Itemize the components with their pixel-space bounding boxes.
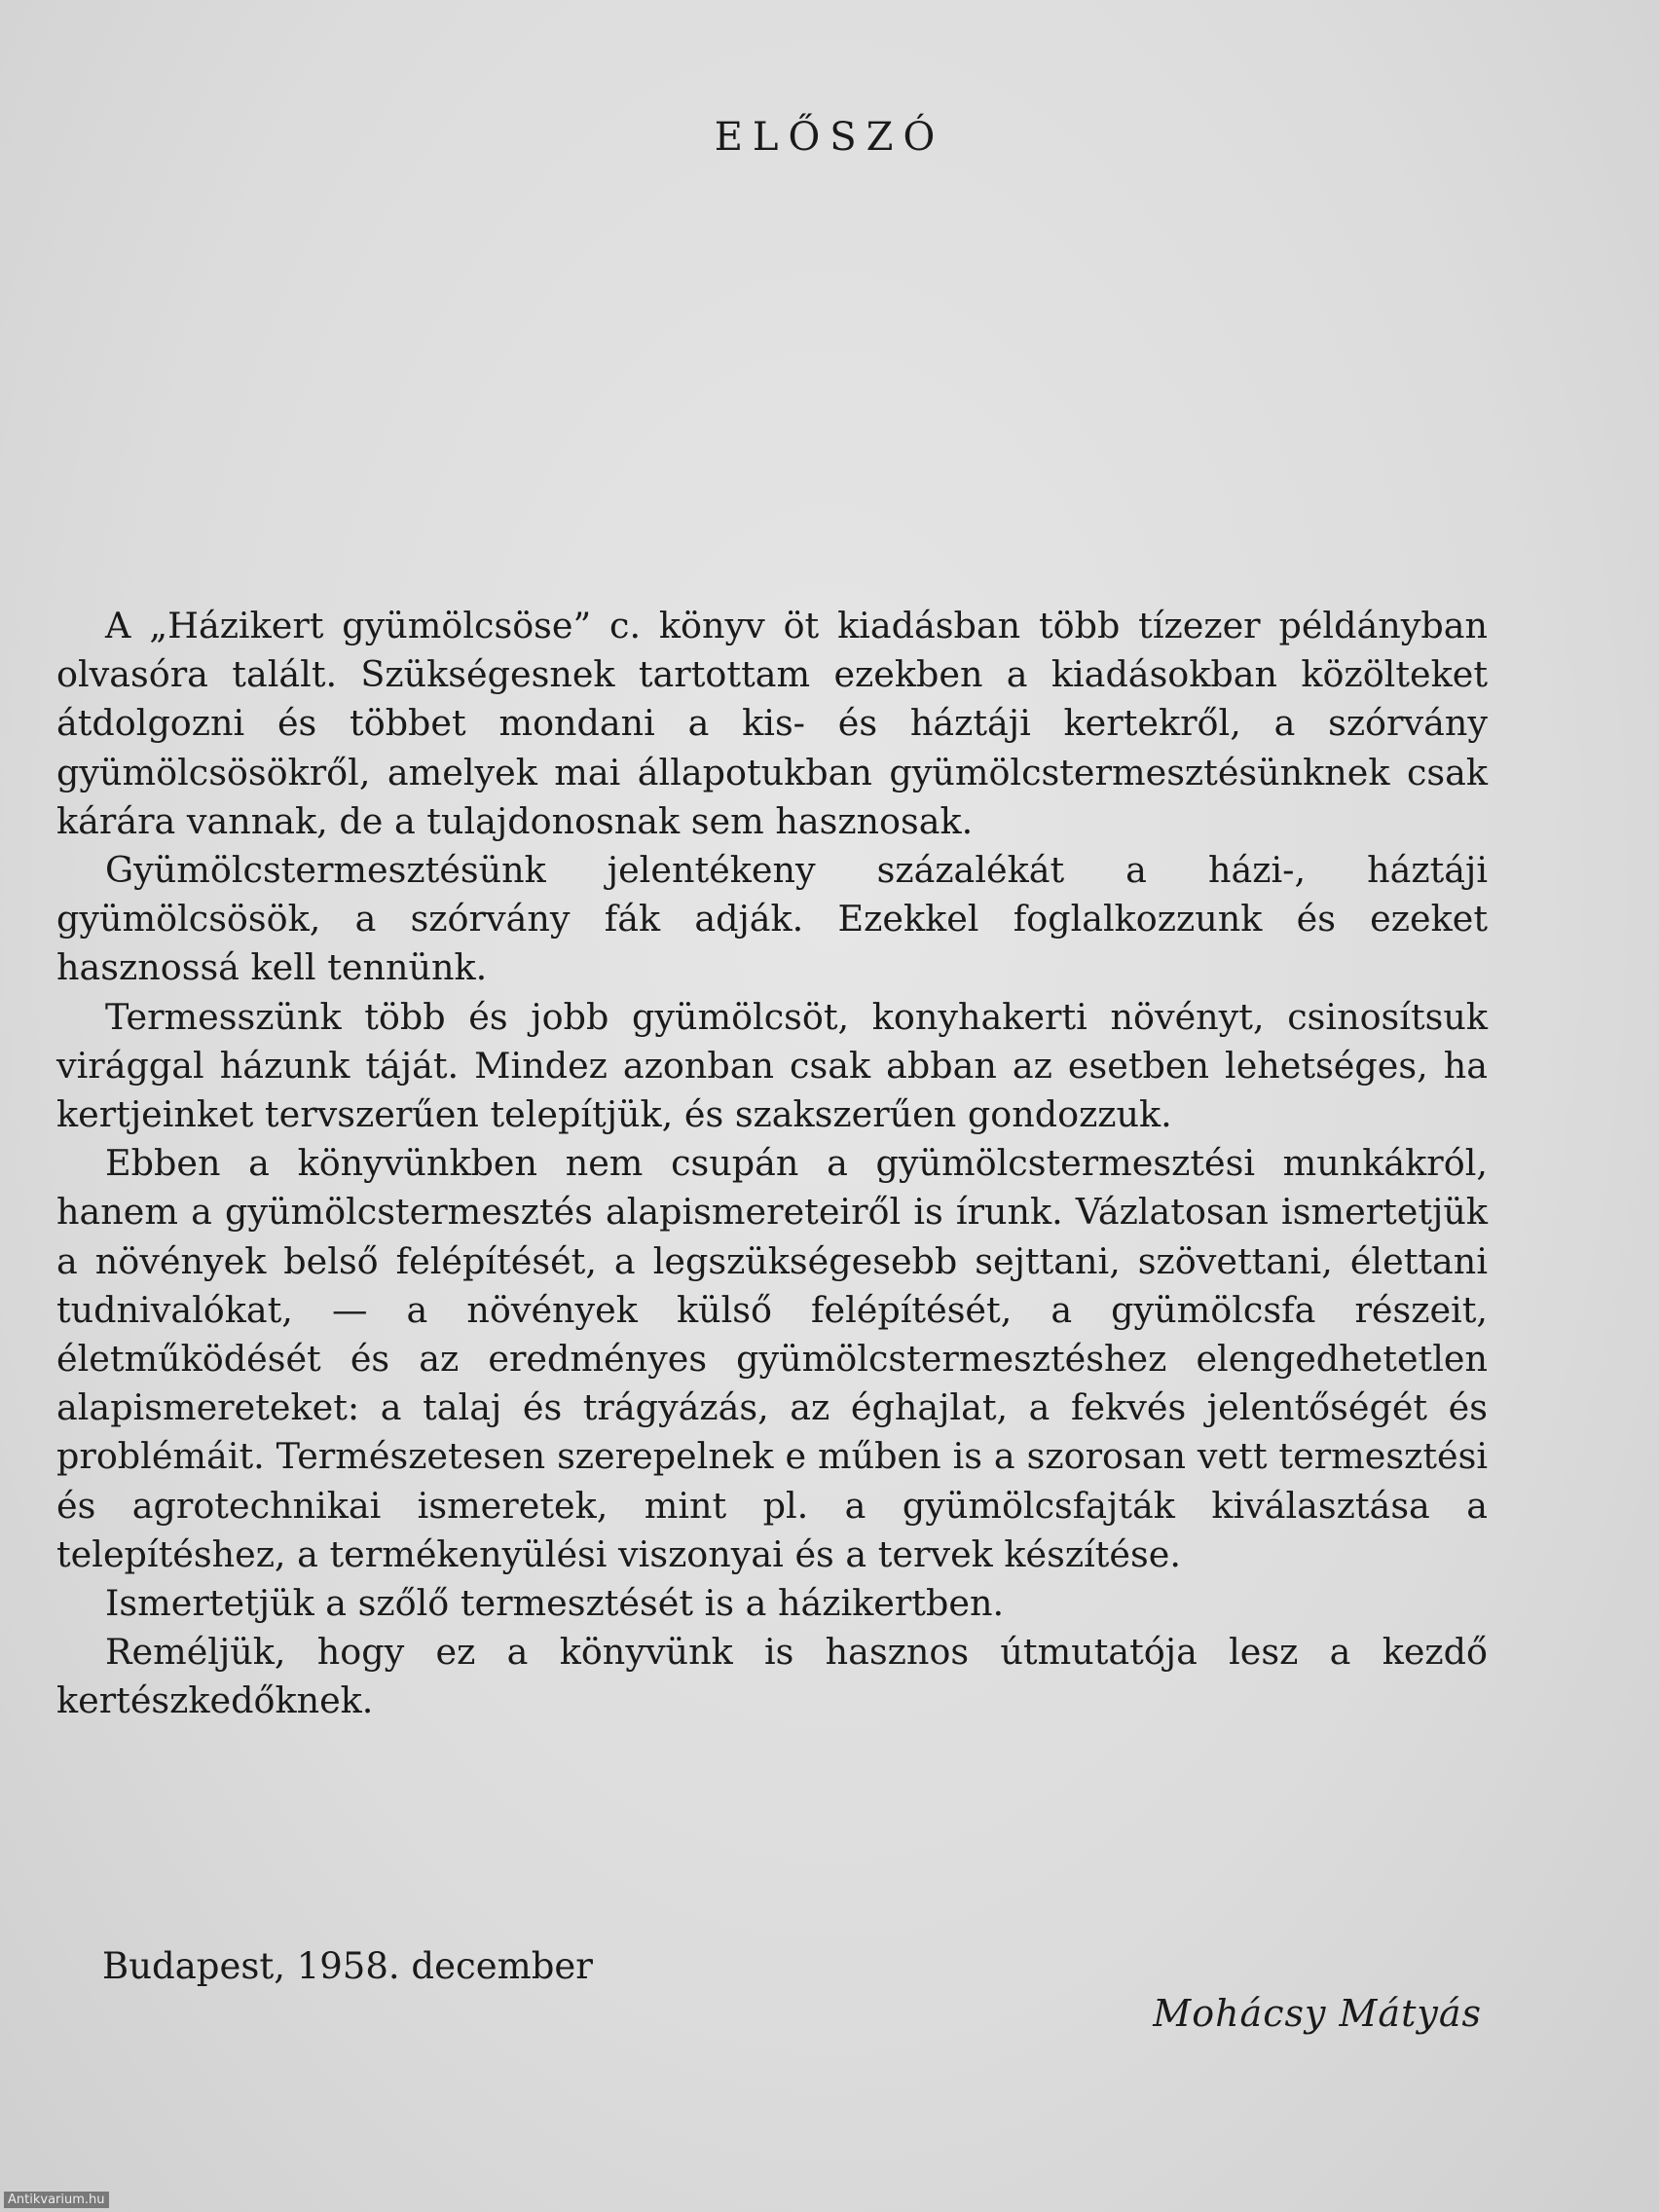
paragraph-4: Ebben a könyvünkben nem csupán a gyümölcstermesztési munkákról, hanem a gyümölcstermesztés alapismereteiről is írunk. Vázlatosan ismertetjük a növények belső felépítését, a legszükségesebb sejttani, szövettani, élettani tudnivalókat, — a növények külső felépítését, a gyümölcsfa részeit, életműködését és az eredményes gyümölcstermesztéshez elengedhetetlen alapismereteket: a talaj és trágyázás, az éghajlat, a fekvés jelentőségét és problémáit. Természetesen szerepelnek e műben is a szorosan vett termesztési és agrotechnikai ismeretek, mint pl. a gyümölcsfajták kiválasztása a telepítéshez, a termékenyülési viszonyai és a tervek készítése. — [56, 1142, 1488, 1575]
paragraph-5: Ismertetjük a szőlő termesztését is a házikertben. — [105, 1582, 1005, 1625]
place-date: Budapest, 1958. december — [102, 1945, 593, 1987]
preface-body — [56, 602, 1488, 1726]
paragraph-6: Reméljük, hogy ez a könyvünk is hasznos útmutatója lesz a kezdő kertészkedőknek. — [56, 1631, 1488, 1722]
paragraph-1: A „Házikert gyümölcsöse” c. könyv öt kiadásban több tízezer példányban olvasóra talált. Szükségesnek tartottam ezekben a kiadásokban közölteket átdolgozni és többet mondani a kis- és háztáji kertekről, a szórvány gyümölcsösökről, amelyek mai állapotukban gyümölcstermesztésünknek csak kárára vannak, de a tulajdonosnak sem hasznosak. — [56, 605, 1488, 842]
watermark-label: Antikvarium.hu — [4, 2192, 109, 2208]
page-title: ELŐSZÓ — [714, 115, 945, 160]
paragraph-3: Termesszünk több és jobb gyümölcsöt, konyhakerti növényt, csinosítsuk virággal házunk táját. Mindez azonban csak abban az esetben lehetséges, ha kertjeinket tervszerűen telepítjük, és szakszerűen gondozzuk. — [56, 995, 1488, 1136]
author-signature: Mohácsy Mátyás — [1153, 1992, 1482, 2035]
paragraph-2: Gyümölcstermesztésünk jelentékeny százalékát a házi-, háztáji gyümölcsösök, a szórvány fák adják. Ezekkel foglalkozzunk és ezeket hasznossá kell tennünk. — [56, 849, 1488, 989]
